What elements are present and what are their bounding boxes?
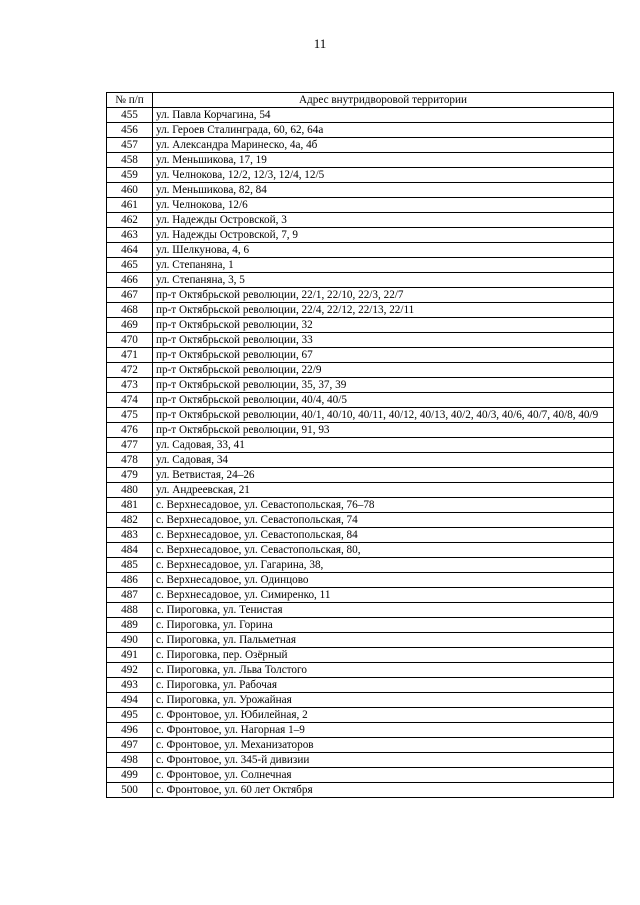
table-row: [107, 108, 614, 123]
row-address: с. Верхнесадовое, ул. Севастопольская, 84: [153, 528, 614, 543]
table-row: [107, 678, 614, 693]
row-number: 456: [107, 123, 153, 138]
table-row: [107, 198, 614, 213]
row-number: 470: [107, 333, 153, 348]
row-address: ул. Меньшикова, 82, 84: [153, 183, 614, 198]
row-address: с. Верхнесадовое, ул. Севастопольская, 76–78: [153, 498, 614, 513]
row-address: с. Фронтовое, ул. Механизаторов: [153, 738, 614, 753]
table-row: [107, 708, 614, 723]
table-row: [107, 213, 614, 228]
row-address: ул. Садовая, 33, 41: [153, 438, 614, 453]
row-number: 491: [107, 648, 153, 663]
table-row: [107, 303, 614, 318]
row-address: ул. Надежды Островской, 3: [153, 213, 614, 228]
row-number: 467: [107, 288, 153, 303]
row-address: ул. Александра Маринеско, 4а, 4б: [153, 138, 614, 153]
table-row: [107, 663, 614, 678]
table-row: [107, 318, 614, 333]
column-header-address: Адрес внутридворовой территории: [153, 93, 614, 108]
row-address: с. Фронтовое, ул. Солнечная: [153, 768, 614, 783]
table-row: [107, 513, 614, 528]
table-row: [107, 768, 614, 783]
row-number: 490: [107, 633, 153, 648]
row-address: ул. Шелкунова, 4, 6: [153, 243, 614, 258]
row-number: 492: [107, 663, 153, 678]
row-number: 459: [107, 168, 153, 183]
row-number: 466: [107, 273, 153, 288]
table-row: [107, 573, 614, 588]
table-row: [107, 423, 614, 438]
table-row: [107, 483, 614, 498]
row-address: с. Верхнесадовое, ул. Севастопольская, 74: [153, 513, 614, 528]
row-number: 497: [107, 738, 153, 753]
table-row: [107, 588, 614, 603]
row-number: 486: [107, 573, 153, 588]
row-address: пр-т Октябрьской революции, 40/4, 40/5: [153, 393, 614, 408]
table-row: [107, 633, 614, 648]
row-address: ул. Меньшикова, 17, 19: [153, 153, 614, 168]
row-number: 462: [107, 213, 153, 228]
row-number: 472: [107, 363, 153, 378]
row-address: пр-т Октябрьской революции, 35, 37, 39: [153, 378, 614, 393]
row-address: пр-т Октябрьской революции, 67: [153, 348, 614, 363]
row-address: пр-т Октябрьской революции, 22/9: [153, 363, 614, 378]
table-row: [107, 453, 614, 468]
row-number: 475: [107, 408, 153, 423]
row-number: 471: [107, 348, 153, 363]
row-number: 500: [107, 783, 153, 798]
row-address: пр-т Октябрьской революции, 22/4, 22/12, 22/13, 22/11: [153, 303, 614, 318]
row-number: 485: [107, 558, 153, 573]
table-row: [107, 558, 614, 573]
table-row: [107, 333, 614, 348]
row-number: 494: [107, 693, 153, 708]
row-address: с. Фронтовое, ул. Нагорная 1–9: [153, 723, 614, 738]
table-row: [107, 498, 614, 513]
row-number: 469: [107, 318, 153, 333]
row-address: с. Пироговка, ул. Льва Толстого: [153, 663, 614, 678]
row-number: 468: [107, 303, 153, 318]
row-address: с. Пироговка, ул. Тенистая: [153, 603, 614, 618]
row-number: 458: [107, 153, 153, 168]
row-address: с. Пироговка, ул. Рабочая: [153, 678, 614, 693]
row-number: 480: [107, 483, 153, 498]
row-address: с. Верхнесадовое, ул. Симиренко, 11: [153, 588, 614, 603]
table-header-row: [107, 93, 614, 108]
row-number: 465: [107, 258, 153, 273]
row-address: ул. Павла Корчагина, 54: [153, 108, 614, 123]
address-table: [106, 92, 614, 798]
row-address: ул. Надежды Островской, 7, 9: [153, 228, 614, 243]
row-number: 455: [107, 108, 153, 123]
table-row: [107, 693, 614, 708]
page-number: 11: [313, 36, 327, 51]
table-row: [107, 783, 614, 798]
table-row: [107, 258, 614, 273]
row-number: 473: [107, 378, 153, 393]
table-row: [107, 393, 614, 408]
table-row: [107, 378, 614, 393]
table-row: [107, 603, 614, 618]
row-number: 457: [107, 138, 153, 153]
row-address: ул. Ветвистая, 24–26: [153, 468, 614, 483]
row-address: с. Пироговка, ул. Пальметная: [153, 633, 614, 648]
table-row: [107, 273, 614, 288]
row-number: 479: [107, 468, 153, 483]
row-number: 484: [107, 543, 153, 558]
table-row: [107, 228, 614, 243]
column-header-number: № п/п: [107, 93, 153, 108]
row-number: 476: [107, 423, 153, 438]
row-number: 463: [107, 228, 153, 243]
row-number: 489: [107, 618, 153, 633]
row-number: 477: [107, 438, 153, 453]
row-address: пр-т Октябрьской революции, 91, 93: [153, 423, 614, 438]
table-row: [107, 363, 614, 378]
row-number: 483: [107, 528, 153, 543]
table-row: [107, 528, 614, 543]
row-address: пр-т Октябрьской революции, 32: [153, 318, 614, 333]
row-address: ул. Челнокова, 12/2, 12/3, 12/4, 12/5: [153, 168, 614, 183]
row-number: 481: [107, 498, 153, 513]
row-address: пр-т Октябрьской революции, 22/1, 22/10, 22/3, 22/7: [153, 288, 614, 303]
row-address: с. Пироговка, ул. Горина: [153, 618, 614, 633]
table-row: [107, 738, 614, 753]
row-number: 496: [107, 723, 153, 738]
table-row: [107, 408, 614, 423]
table-row: [107, 168, 614, 183]
row-number: 474: [107, 393, 153, 408]
row-address: ул. Степаняна, 3, 5: [153, 273, 614, 288]
row-address: ул. Андреевская, 21: [153, 483, 614, 498]
table-row: [107, 468, 614, 483]
row-address: ул. Героев Сталинграда, 60, 62, 64а: [153, 123, 614, 138]
table-row: [107, 138, 614, 153]
row-address: с. Пироговка, ул. Урожайная: [153, 693, 614, 708]
table-row: [107, 723, 614, 738]
row-number: 493: [107, 678, 153, 693]
table-row: [107, 153, 614, 168]
table-row: [107, 288, 614, 303]
table-row: [107, 648, 614, 663]
row-address: ул. Степаняна, 1: [153, 258, 614, 273]
table-row: [107, 618, 614, 633]
row-number: 478: [107, 453, 153, 468]
row-number: 482: [107, 513, 153, 528]
row-address: с. Верхнесадовое, ул. Одинцово: [153, 573, 614, 588]
row-address: с. Фронтовое, ул. 60 лет Октября: [153, 783, 614, 798]
table-body: [107, 108, 614, 798]
row-address: с. Пироговка, пер. Озёрный: [153, 648, 614, 663]
row-address: пр-т Октябрьской революции, 33: [153, 333, 614, 348]
row-number: 464: [107, 243, 153, 258]
row-address: с. Фронтовое, ул. 345-й дивизии: [153, 753, 614, 768]
row-address: ул. Садовая, 34: [153, 453, 614, 468]
table-row: [107, 243, 614, 258]
row-number: 460: [107, 183, 153, 198]
table-row: [107, 753, 614, 768]
row-number: 487: [107, 588, 153, 603]
row-address: ул. Челнокова, 12/6: [153, 198, 614, 213]
table-row: [107, 543, 614, 558]
row-number: 495: [107, 708, 153, 723]
row-number: 498: [107, 753, 153, 768]
table-row: [107, 348, 614, 363]
table-row: [107, 183, 614, 198]
table-row: [107, 123, 614, 138]
row-address: с. Фронтовое, ул. Юбилейная, 2: [153, 708, 614, 723]
row-address: с. Верхнесадовое, ул. Гагарина, 38,: [153, 558, 614, 573]
row-number: 499: [107, 768, 153, 783]
table-row: [107, 438, 614, 453]
row-address: пр-т Октябрьской революции, 40/1, 40/10, 40/11, 40/12, 40/13, 40/2, 40/3, 40/6, 40/7, 40/8, 40/9: [153, 408, 614, 423]
row-address: с. Верхнесадовое, ул. Севастопольская, 80,: [153, 543, 614, 558]
row-number: 461: [107, 198, 153, 213]
row-number: 488: [107, 603, 153, 618]
